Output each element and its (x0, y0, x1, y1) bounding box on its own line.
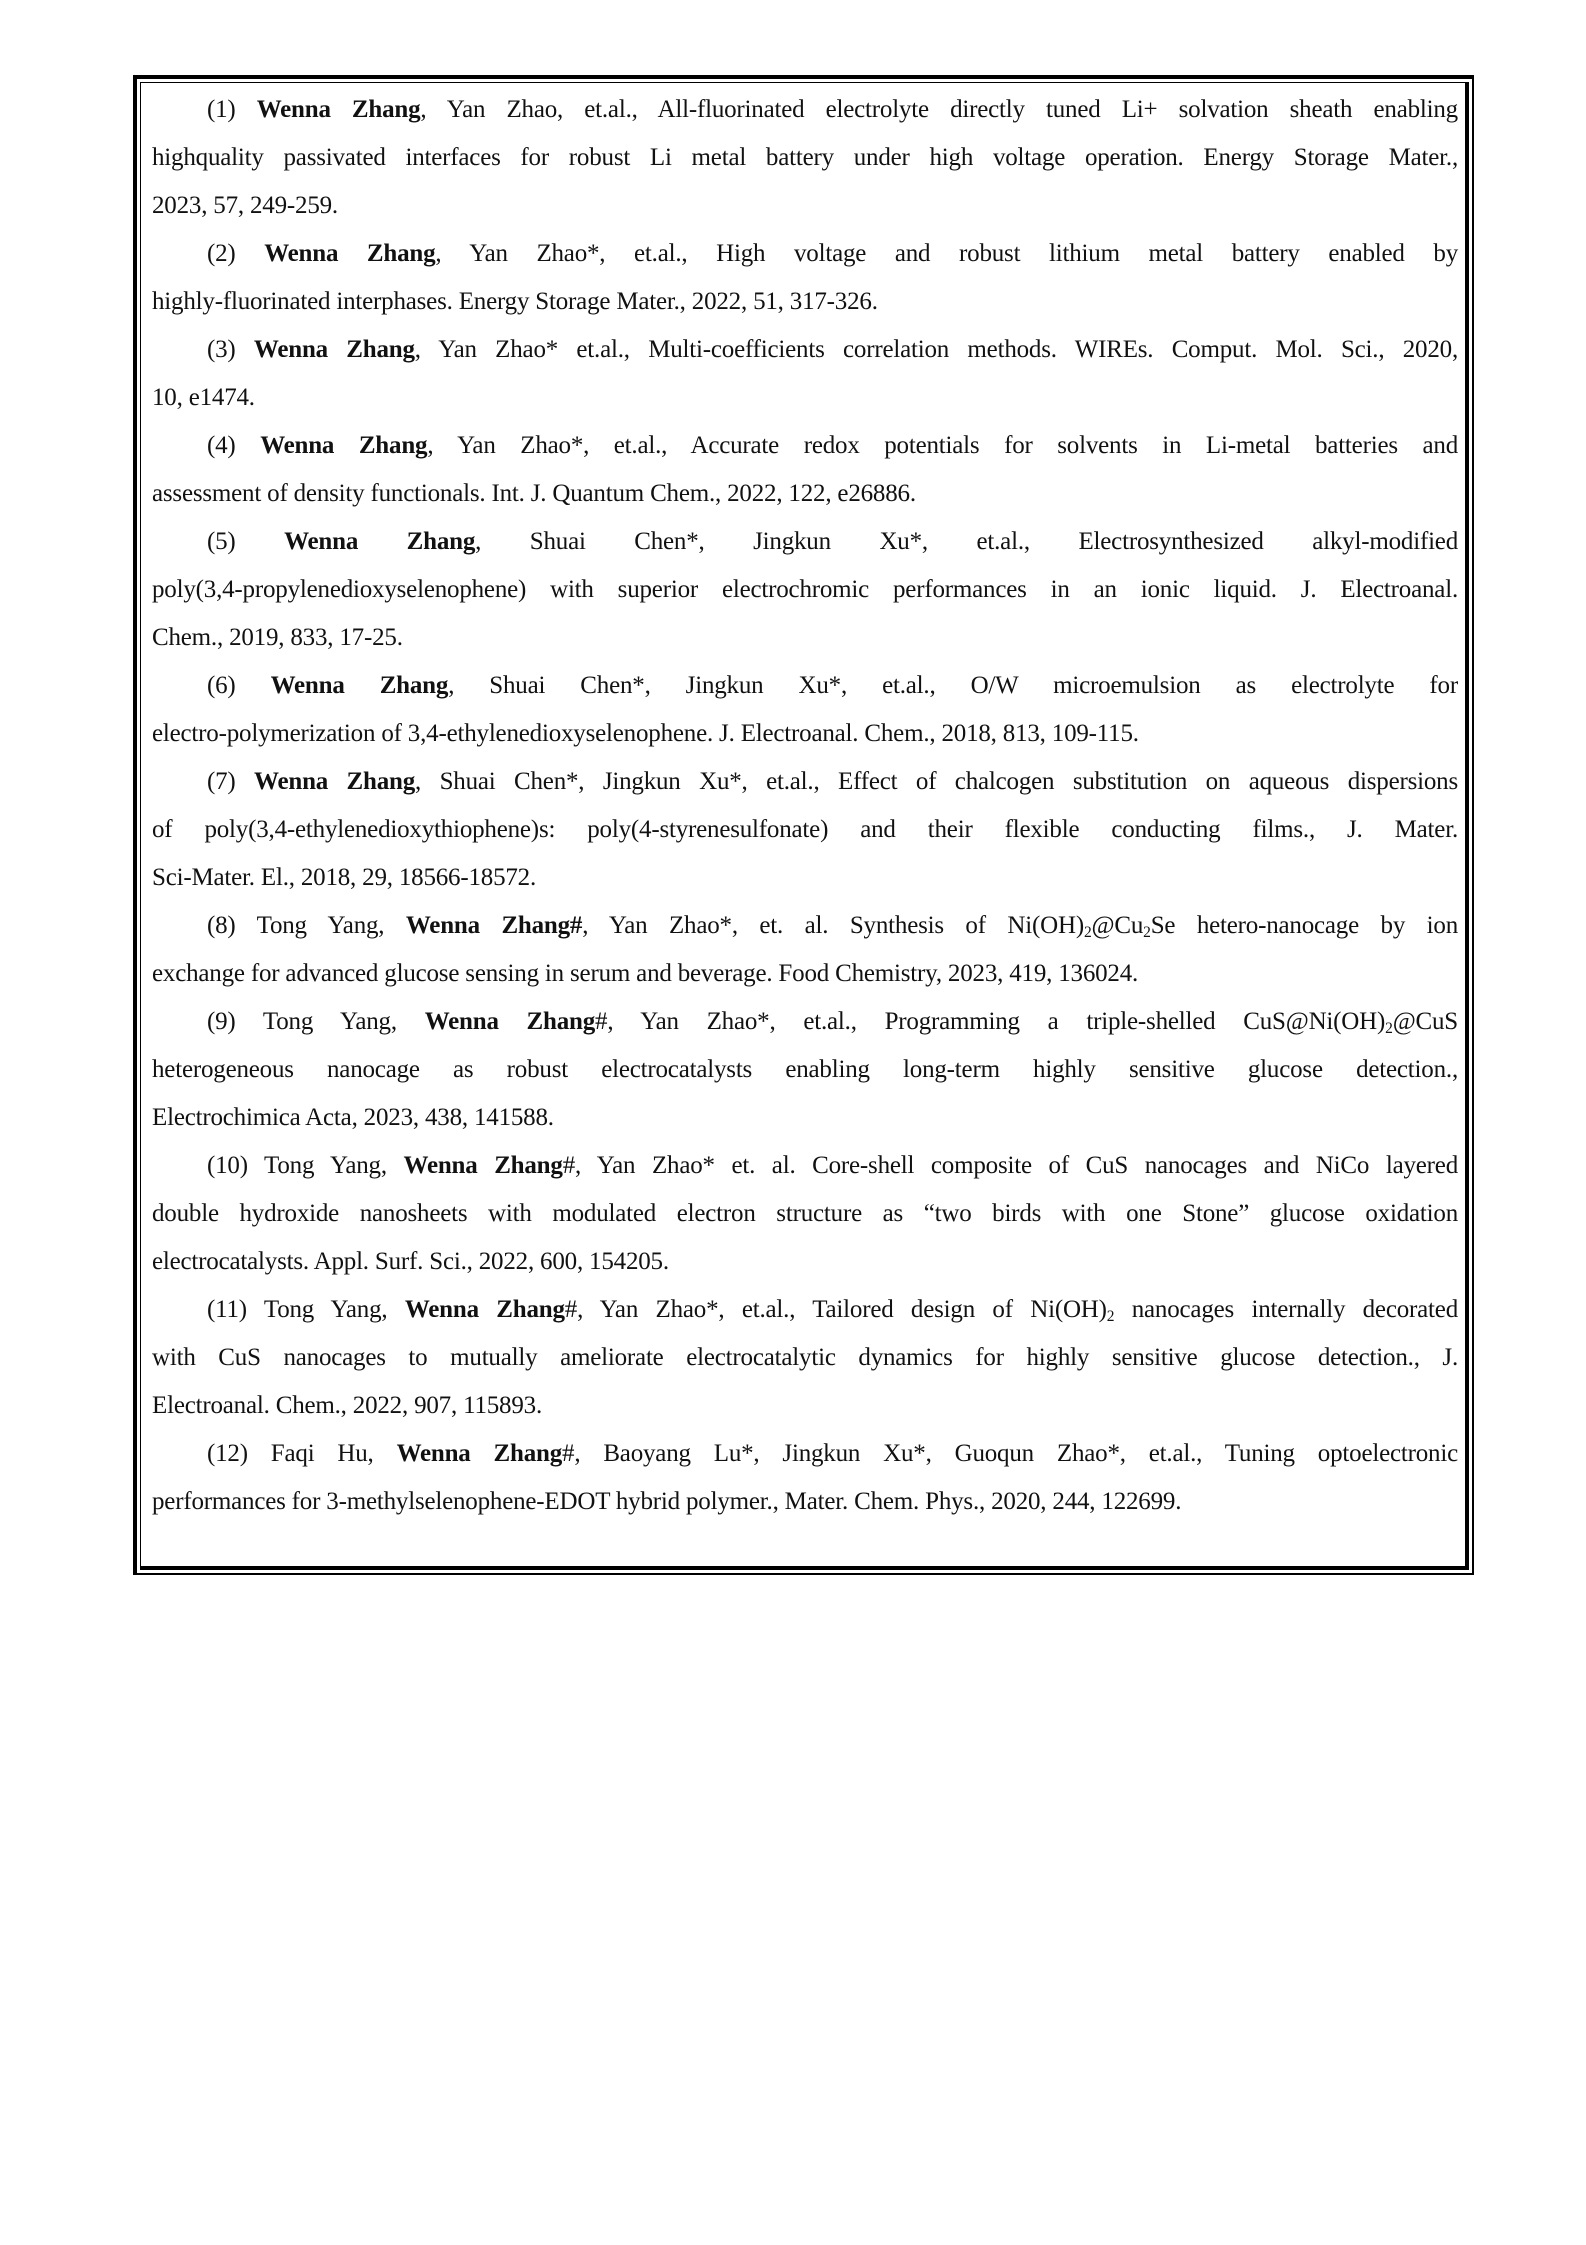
reference-text: (10) Tong Yang, (207, 1152, 404, 1179)
reference-line (152, 518, 1458, 566)
reference-line (152, 1334, 1458, 1382)
reference-text: , Yan Zhao* et.al., Multi-coefficients correlation methods. WIREs. Comput. Mol. Sci., 2020, (414, 336, 1459, 363)
reference-line (152, 422, 1458, 470)
reference-text: poly(3,4-propylenedioxyselenophene) with superior electrochromic performances in an ionic liquid. J. Electroanal. (152, 576, 1458, 603)
reference-text: nanocages internally decorated (1114, 1296, 1458, 1323)
reference-text: #, Yan Zhao* et. al. Core-shell composite of CuS nanocages and NiCo layered (562, 1152, 1458, 1179)
reference-line (152, 1478, 1458, 1526)
reference-line (152, 182, 1458, 230)
reference-item (152, 998, 1458, 1142)
reference-line (152, 1046, 1458, 1094)
reference-text: (7) (207, 768, 255, 795)
author-highlight: Wenna Zhang (264, 240, 436, 267)
reference-text: @Cu (1091, 912, 1144, 939)
reference-line (152, 134, 1458, 182)
reference-item (152, 422, 1458, 518)
author-highlight: Wenna Zhang (424, 1008, 596, 1035)
author-highlight: Wenna Zhang# (405, 912, 583, 939)
reference-line (152, 806, 1458, 854)
subscript: 2 (1385, 1019, 1393, 1037)
reference-item (152, 1430, 1458, 1526)
reference-text: highly-fluorinated interphases. Energy Storage Mater., 2022, 51, 317-326. (152, 288, 878, 315)
reference-line (152, 1238, 1458, 1286)
reference-text: 10, e1474. (152, 384, 255, 411)
reference-line (152, 326, 1458, 374)
reference-item (152, 1286, 1458, 1430)
reference-text: of poly(3,4-ethylenedioxythiophene)s: poly(4-styrenesulfonate) and their flexible conducting films., J. Mater. (152, 816, 1458, 843)
reference-text: , Shuai Chen*, Jingkun Xu*, et.al., Effect of chalcogen substitution on aqueous dispersions (415, 768, 1458, 795)
reference-text: , Yan Zhao, et.al., All-fluorinated electrolyte directly tuned Li+ solvation sheath enabling (420, 96, 1458, 123)
reference-line (152, 1382, 1458, 1430)
author-highlight: Wenna Zhang (396, 1440, 563, 1467)
author-highlight: Wenna Zhang (284, 528, 476, 555)
reference-line (152, 758, 1458, 806)
reference-item (152, 518, 1458, 662)
reference-line (152, 1142, 1458, 1190)
subscript: 2 (1106, 1307, 1115, 1325)
subscript: 2 (1143, 923, 1151, 941)
reference-line (152, 950, 1458, 998)
reference-text: , Shuai Chen*, Jingkun Xu*, et.al., O/W microemulsion as electrolyte for (448, 672, 1458, 699)
author-highlight: Wenna Zhang (403, 1152, 563, 1179)
reference-line (152, 86, 1458, 134)
reference-text: with CuS nanocages to mutually ameliorate electrocatalytic dynamics for highly sensitive glucose detection., J. (152, 1344, 1458, 1371)
reference-text: 2023, 57, 249-259. (152, 192, 338, 219)
author-highlight: Wenna Zhang (260, 432, 428, 459)
reference-line (152, 902, 1458, 950)
reference-text: (11) Tong Yang, (207, 1296, 405, 1323)
reference-line (152, 662, 1458, 710)
author-highlight: Wenna Zhang (270, 672, 449, 699)
reference-line (152, 278, 1458, 326)
reference-text: performances for 3-methylselenophene-EDOT hybrid polymer., Mater. Chem. Phys., 2020, 244, 122699. (152, 1488, 1182, 1515)
reference-text: (1) (207, 96, 257, 123)
reference-text: , Yan Zhao*, et.al., Accurate redox potentials for solvents in Li-metal batteries and (427, 432, 1458, 459)
reference-item (152, 1142, 1458, 1286)
reference-item (152, 230, 1458, 326)
author-highlight: Wenna Zhang (404, 1296, 565, 1323)
reference-line (152, 1094, 1458, 1142)
reference-text: (2) (207, 240, 265, 267)
reference-line (152, 1430, 1458, 1478)
reference-line (152, 614, 1458, 662)
author-highlight: Wenna Zhang (254, 768, 416, 795)
reference-item (152, 902, 1458, 998)
reference-item (152, 758, 1458, 902)
author-highlight: Wenna Zhang (256, 96, 421, 123)
reference-text: (8) Tong Yang, (207, 912, 406, 939)
reference-text: #, Baoyang Lu*, Jingkun Xu*, Guoqun Zhao*, et.al., Tuning optoelectronic (562, 1440, 1458, 1467)
reference-text: Chem., 2019, 833, 17-25. (152, 624, 403, 651)
reference-text: (3) (207, 336, 254, 363)
author-highlight: Wenna Zhang (253, 336, 415, 363)
reference-line (152, 1190, 1458, 1238)
reference-text: @CuS (1392, 1008, 1458, 1035)
reference-text: Se hetero-nanocage by ion (1150, 912, 1458, 939)
publication-list (152, 86, 1458, 1526)
reference-text: (12) Faqi Hu, (207, 1440, 397, 1467)
reference-line (152, 854, 1458, 902)
reference-line (152, 374, 1458, 422)
reference-text: Sci-Mater. El., 2018, 29, 18566-18572. (152, 864, 537, 891)
reference-text: electrocatalysts. Appl. Surf. Sci., 2022, 600, 154205. (152, 1248, 669, 1275)
reference-text: assessment of density functionals. Int. J. Quantum Chem., 2022, 122, e26886. (152, 480, 916, 507)
reference-text: #, Yan Zhao*, et.al., Tailored design of Ni(OH) (564, 1296, 1107, 1323)
reference-text: Electroanal. Chem., 2022, 907, 115893. (152, 1392, 543, 1419)
reference-text: #, Yan Zhao*, et.al., Programming a triple-shelled CuS@Ni(OH) (595, 1008, 1386, 1035)
reference-item (152, 86, 1458, 230)
reference-text: (5) (207, 528, 285, 555)
reference-line (152, 470, 1458, 518)
reference-text: double hydroxide nanosheets with modulated electron structure as “two birds with one Stone” glucose oxidation (152, 1200, 1458, 1227)
reference-line (152, 998, 1458, 1046)
reference-item (152, 326, 1458, 422)
subscript: 2 (1083, 923, 1092, 941)
reference-text: electro-polymerization of 3,4-ethylenedioxyselenophene. J. Electroanal. Chem., 2018, 813, 109-115. (152, 720, 1139, 747)
reference-line (152, 566, 1458, 614)
reference-text: Electrochimica Acta, 2023, 438, 141588. (152, 1104, 554, 1131)
reference-text: , Yan Zhao*, et. al. Synthesis of Ni(OH) (582, 912, 1084, 939)
reference-line (152, 230, 1458, 278)
reference-text: , Shuai Chen*, Jingkun Xu*, et.al., Electrosynthesized alkyl-modified (475, 528, 1459, 555)
reference-line (152, 710, 1458, 758)
reference-line (152, 1286, 1458, 1334)
reference-text: heterogeneous nanocage as robust electrocatalysts enabling long-term highly sensitive glucose detection., (152, 1056, 1458, 1083)
reference-text: (9) Tong Yang, (207, 1008, 425, 1035)
reference-text: (4) (207, 432, 261, 459)
reference-text: highquality passivated interfaces for robust Li metal battery under high voltage operation. Energy Storage Mater., (152, 144, 1458, 171)
reference-item (152, 662, 1458, 758)
reference-text: , Yan Zhao*, et.al., High voltage and robust lithium metal battery enabled by (435, 240, 1458, 267)
reference-text: (6) (207, 672, 271, 699)
reference-text: exchange for advanced glucose sensing in serum and beverage. Food Chemistry, 2023, 419, 136024. (152, 960, 1139, 987)
